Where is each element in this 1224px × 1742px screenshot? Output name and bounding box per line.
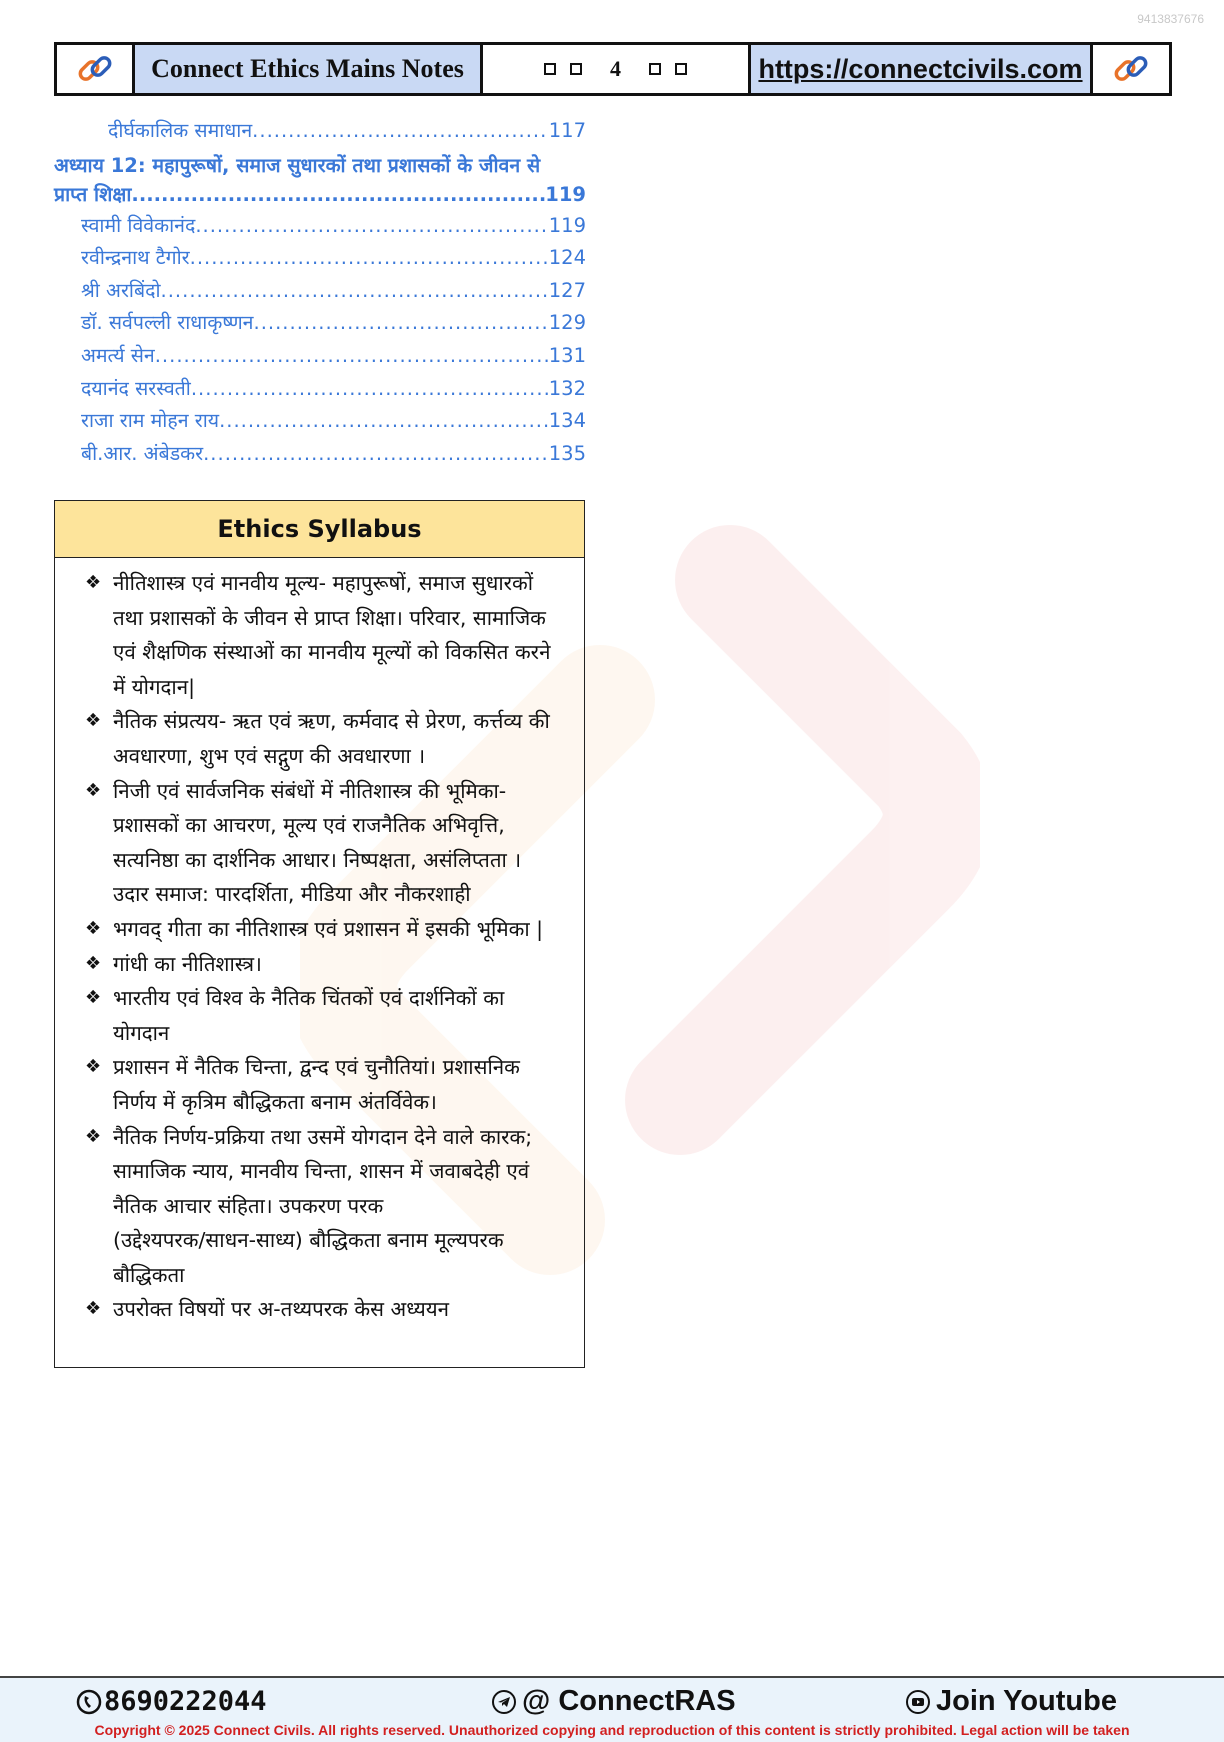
toc-entry-label: दीर्घकालिक समाधान: [108, 119, 253, 142]
bullet-diamond-icon: ❖: [85, 779, 102, 801]
phone-icon: [76, 1689, 102, 1715]
footer-telegram-handle: @ ConnectRAS: [522, 1685, 736, 1717]
syllabus-item-line: प्रशासन में नैतिक चिन्ता, द्वन्द एवं चुनौतियां। प्रशासनिक: [113, 1055, 520, 1080]
page-number: 4: [610, 56, 621, 81]
syllabus-item-line: उदार समाज: पारदर्शिता, मीडिया और नौकरशाही: [113, 882, 471, 907]
syllabus-item-line: उपरोक्त विषयों पर अ-तथ्यपरक केस अध्ययन: [113, 1297, 450, 1322]
toc-entry[interactable]: [54, 211, 586, 244]
toc-entry-label: बी.आर. अंबेडकर: [81, 441, 204, 465]
toc-chapter-title: अध्याय 12: महापुरूषों, समाज सुधारकों तथा प्रशासकों के जीवन से: [54, 153, 541, 177]
toc-entry-label: श्री अरबिंदो: [81, 278, 161, 302]
toc-entry-label: राजा राम मोहन राय: [81, 409, 220, 433]
chain-link-icon: [75, 49, 115, 89]
syllabus-item-line: भारतीय एवं विश्व के नैतिक चिंतकों एवं दार्शनिकों का: [113, 986, 505, 1011]
toc-entry-label: डॉ. सर्वपल्ली राधाकृष्णन: [81, 311, 254, 335]
toc-entry-page: 117: [548, 119, 586, 142]
header-logo-cell-right: [1093, 45, 1169, 93]
toc-leader-dots: [195, 214, 548, 237]
syllabus-item-line: नैतिक आचार संहिता। उपकरण परक: [113, 1193, 384, 1218]
square-glyph-icon: [649, 63, 661, 75]
toc-entry[interactable]: [54, 439, 586, 472]
toc-entry[interactable]: [54, 341, 586, 374]
syllabus-item-line: भगवद् गीता का नीतिशास्त्र एवं प्रशासन में इसकी भूमिका |: [113, 916, 544, 941]
syllabus-item-line: बौद्धिकता: [113, 1262, 185, 1287]
square-glyph-icon: [544, 63, 556, 75]
toc-leader-dots: [131, 180, 545, 209]
square-glyph-icon: [570, 63, 582, 75]
syllabus-item-line: (उद्देश्यपरक/साधन-साध्य) बौद्धिकता बनाम मूल्यपरक: [113, 1228, 504, 1253]
toc-chapter-page: 119: [545, 182, 586, 206]
footer-youtube[interactable]: [906, 1685, 1117, 1718]
bullet-diamond-icon: ❖: [85, 917, 102, 939]
page-header: [54, 42, 1172, 96]
toc-entry[interactable]: [54, 116, 586, 149]
toc-entry[interactable]: [54, 308, 586, 341]
syllabus-item: [85, 981, 576, 1050]
toc-entry-page: 127: [548, 278, 586, 302]
syllabus-item: [85, 947, 576, 982]
footer-telegram[interactable]: [492, 1685, 736, 1718]
syllabus-item-line: नैतिक निर्णय-प्रक्रिया तथा उसमें योगदान देने वाले कारक;: [113, 1124, 533, 1149]
syllabus-list: [55, 558, 584, 1327]
toc-entry[interactable]: [54, 374, 586, 407]
syllabus-item: [85, 1050, 576, 1119]
bullet-diamond-icon: ❖: [85, 710, 102, 732]
header-url-link[interactable]: https://connectcivils.com: [751, 45, 1093, 93]
toc-entry-page: 134: [548, 409, 586, 433]
syllabus-item-line: निर्णय में कृत्रिम बौद्धिकता बनाम अंतर्विवेक।: [113, 1089, 437, 1114]
syllabus-item-line: योगदान: [113, 1020, 170, 1045]
toc-chapter-entry[interactable]: [54, 151, 586, 209]
toc-entry[interactable]: [54, 276, 586, 309]
toc-entry-label: दयानंद सरस्वती: [81, 376, 191, 400]
syllabus-box: [54, 500, 585, 1368]
header-logo-cell: [57, 45, 135, 93]
table-of-contents: [54, 116, 586, 471]
toc-entry[interactable]: [54, 243, 586, 276]
toc-leader-dots: [203, 442, 549, 465]
footer-copyright: Copyright © 2025 Connect Civils. All rights reserved. Unauthorized copying and reproduction of this content is strictly prohibited. Legal action will be taken: [94, 1722, 1130, 1738]
syllabus-item-line: नीतिशास्त्र एवं मानवीय मूल्य- महापुरूषों, समाज सुधारकों: [113, 571, 534, 595]
toc-entry-label: स्वामी विवेकानंद: [81, 213, 196, 237]
syllabus-item: [85, 774, 576, 912]
page-footer: [0, 1676, 1224, 1742]
toc-leader-dots: [252, 119, 549, 142]
toc-entry-page: 132: [548, 376, 586, 400]
chain-link-icon: [1111, 49, 1151, 89]
toc-leader-dots: [161, 279, 549, 302]
syllabus-item-line: निजी एवं सार्वजनिक संबंधों में नीतिशास्त्र की भूमिका-: [113, 778, 507, 803]
syllabus-item-line: नैतिक संप्रत्यय- ऋत एवं ऋण, कर्मवाद से प्रेरण, कर्त्तव्य की: [113, 709, 550, 734]
youtube-icon: [906, 1690, 930, 1714]
footer-phone[interactable]: [76, 1686, 267, 1717]
syllabus-item-line: सामाजिक न्याय, मानवीय चिन्ता, शासन में जवाबदेही एवं: [113, 1159, 530, 1184]
toc-entry-page: 131: [548, 343, 586, 367]
syllabus-item-line: तथा प्रशासकों के जीवन से प्राप्त शिक्षा। परिवार, सामाजिक: [113, 605, 546, 630]
toc-leader-dots: [219, 409, 549, 432]
bullet-diamond-icon: ❖: [85, 572, 102, 593]
syllabus-item: [85, 1120, 576, 1293]
toc-leader-dots: [155, 344, 549, 367]
footer-phone-number: 8690222044: [104, 1686, 267, 1717]
toc-entry-page: 135: [548, 441, 586, 465]
toc-entry-label: अमर्त्य सेन: [81, 343, 155, 367]
square-glyph-icon: [675, 63, 687, 75]
toc-entry-page: 129: [548, 311, 586, 335]
syllabus-item: [85, 566, 576, 704]
toc-entry[interactable]: [54, 406, 586, 439]
header-title: Connect Ethics Mains Notes: [135, 45, 483, 93]
bullet-diamond-icon: ❖: [85, 1298, 102, 1320]
syllabus-item-line: में योगदान|: [113, 674, 195, 699]
bullet-diamond-icon: ❖: [85, 952, 102, 974]
toc-leader-dots: [190, 246, 549, 269]
syllabus-item: [85, 912, 576, 947]
toc-leader-dots: [191, 377, 549, 400]
footer-youtube-label: Join Youtube: [936, 1685, 1117, 1717]
toc-entry-page: 119: [548, 213, 586, 237]
syllabus-title: Ethics Syllabus: [55, 501, 584, 558]
bullet-diamond-icon: ❖: [85, 1125, 102, 1147]
toc-chapter-title-cont: प्राप्त शिक्षा: [54, 182, 132, 206]
toc-entry-label: रवीन्द्रनाथ टैगोर: [81, 246, 190, 270]
toc-entry-page: 124: [548, 246, 586, 270]
bullet-diamond-icon: ❖: [85, 987, 102, 1009]
syllabus-item-line: एवं शैक्षणिक संस्थाओं का मानवीय मूल्यों को विकसित करने: [113, 640, 551, 665]
syllabus-item-line: गांधी का नीतिशास्त्र।: [113, 951, 262, 976]
bullet-diamond-icon: ❖: [85, 1056, 102, 1078]
syllabus-item: [85, 704, 576, 773]
syllabus-item: [85, 1292, 576, 1327]
syllabus-item-line: प्रशासकों का आचरण, मूल्य एवं राजनैतिक अभिवृत्ति,: [113, 813, 505, 838]
toc-leader-dots: [254, 311, 549, 334]
watermark-id: 9413837676: [1137, 12, 1204, 26]
syllabus-item-line: सत्यनिष्ठा का दार्शनिक आधार। निष्पक्षता, असंलिप्तता ।: [113, 847, 522, 872]
header-page-number-cell: [483, 45, 751, 93]
syllabus-item-line: अवधारणा, शुभ एवं सद्गुण की अवधारणा ।: [113, 743, 426, 768]
telegram-icon: [492, 1690, 516, 1714]
